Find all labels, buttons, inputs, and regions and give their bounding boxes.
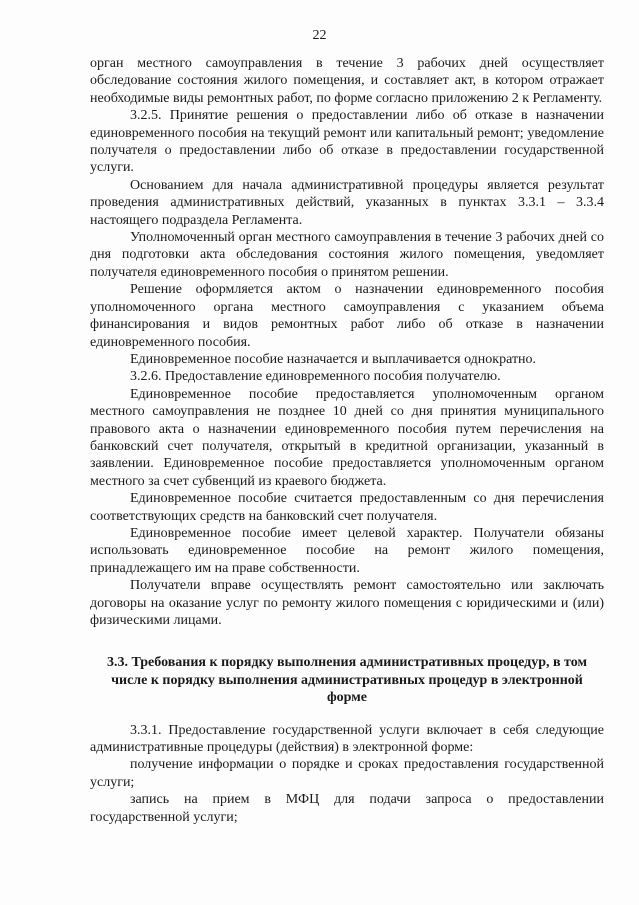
paragraph: Единовременное пособие предоставляется уполномоченным органом местного самоуправления не позднее 10 дней со дня принятия муниципального правового акта о назначении единовременного пособия путем перечисления на банковский счет получателя, открытый в кредитной организации, указанный в заявлении. Единовременное пособие предоставляется уполномоченным органом местного за счет субвенций из краевого бюджета. — [90, 386, 604, 489]
paragraph: Единовременное пособие имеет целевой характер. Получатели обязаны использовать единовременное пособие на ремонт жилого помещения, принадлежащего им на праве собственности. — [90, 525, 604, 576]
paragraphs-top — [90, 55, 604, 629]
paragraph: Получатели вправе осуществлять ремонт самостоятельно или заключать договоры на оказание услуг по ремонту жилого помещения с юридическими и (или) физическими лицами. — [90, 578, 604, 628]
paragraphs-bottom — [90, 722, 604, 826]
page-number: 22 — [312, 28, 327, 43]
paragraph: Единовременное пособие назначается и выплачивается однократно. — [130, 351, 537, 367]
section-heading: 3.3. Требования к порядку выполнения административных процедур, в том числе к порядку выполнения административных процедур в электронной форме — [106, 655, 588, 706]
paragraph: получение информации о порядке и сроках предоставления государственной услуги; — [90, 757, 604, 790]
paragraph: 3.2.6. Предоставление единовременного пособия получателю. — [130, 369, 501, 385]
paragraph: орган местного самоуправления в течение 3 рабочих дней осуществляет обследование состояния жилого помещения, и составляет акт, в котором отражает необходимые виды ремонтных работ, по форме согласно приложению 2 к Регламенту. — [90, 56, 604, 106]
document-body — [90, 55, 604, 826]
paragraph: запись на прием в МФЦ для подачи запроса о предоставлении государственной услуги; — [90, 792, 604, 825]
paragraph: Решение оформляется актом о назначении единовременного пособия уполномоченного органа местного самоуправления с указанием объема финансирования и видов ремонтных работ либо об отказе в назначении единовременного пособия. — [90, 282, 604, 350]
paragraph: Основанием для начала административной процедуры является результат проведения административных действий, указанных в пунктах 3.3.1 – 3.3.4 настоящего подраздела Регламента. — [90, 177, 604, 228]
paragraph: Уполномоченный орган местного самоуправления в течение 3 рабочих дней со дня подготовки акта обследования состояния жилого помещения, уведомляет получателя единовременного пособия о принятом решении. — [90, 230, 604, 280]
paragraph: 3.3.1. Предоставление государственной услуги включает в себя следующие административные процедуры (действия) в электронной форме: — [90, 722, 604, 756]
paragraph: Единовременное пособие считается предоставленным со дня перечисления соответствующих средств на банковский счет получателя. — [90, 491, 604, 524]
paragraph: 3.2.5. Принятие решения о предоставлении либо об отказе в назначении единовременного пособия на текущий ремонт или капитальный ремонт; уведомление получателя о предоставлении либо об отказе в предоставлении государственной услуги. — [90, 108, 604, 176]
